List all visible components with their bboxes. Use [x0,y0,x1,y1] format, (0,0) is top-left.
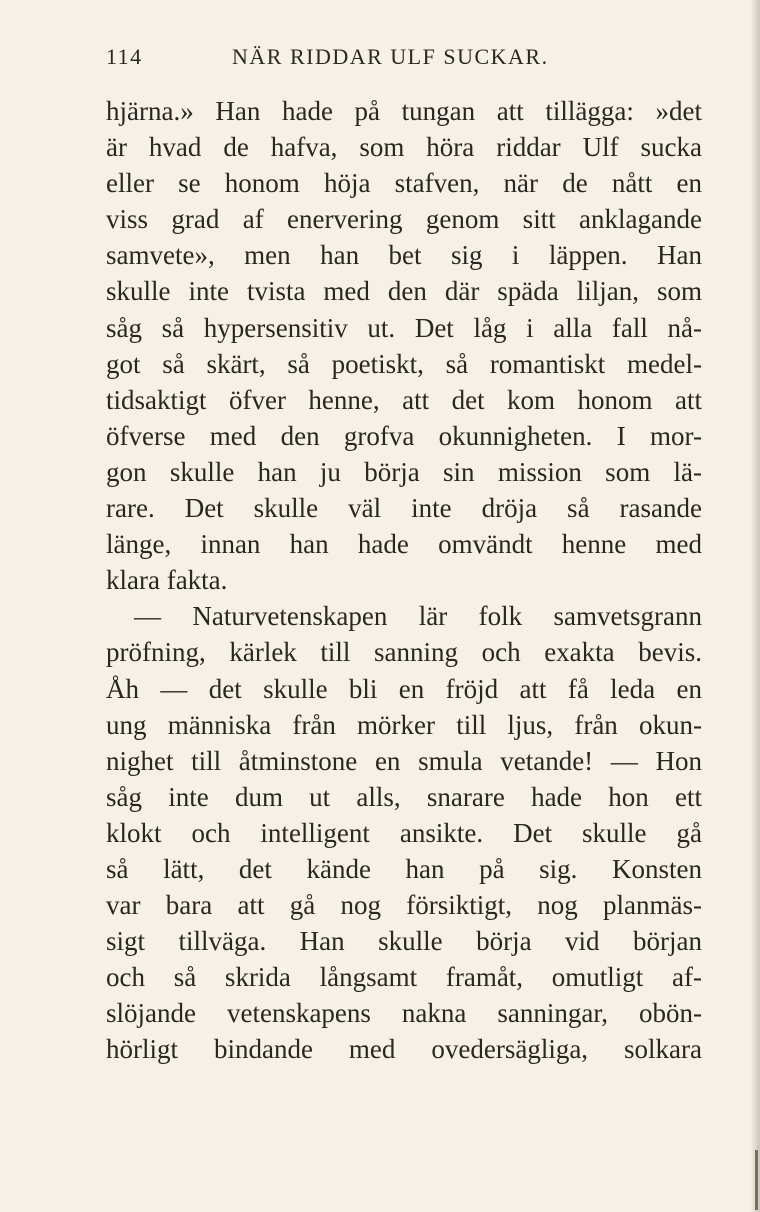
text-line: rare. Det skulle väl inte dröja så rasande [106,493,702,524]
text-line: gon skulle han ju börja sin mission som lä- [106,456,702,487]
text-line: tidsaktigt öfver henne, att det kom honom att [106,384,702,415]
page-header [106,44,702,80]
text-line: öfverse med den grofva okunnigheten. I mor- [106,420,702,451]
text-line: såg inte dum ut alls, snarare hade hon ett [106,781,702,812]
text-line: så lätt, det kände han på sig. Konsten [106,853,702,884]
text-line: nighet till åtminstone en smula vetande! — Hon [106,745,702,776]
text-line: Åh — det skulle bli en fröjd att få leda en [106,673,702,704]
text-line: skulle inte tvista med den där späda liljan, som [106,276,702,307]
text-line: sigt tillväga. Han skulle börja vid början [106,926,702,957]
text-line: är hvad de hafva, som höra riddar Ulf sucka [106,132,702,163]
text-line: samvete», men han bet sig i läppen. Han [106,240,702,271]
text-line: viss grad af enervering genom sitt anklagande [106,204,702,235]
text-line: — Naturvetenskapen lär folk samvetsgrann [134,601,702,632]
text-line: hörligt bindande med ovedersägliga, solkara [106,1034,702,1065]
text-line: och så skrida långsamt framåt, omutligt af- [106,962,702,993]
text-line: eller se honom höja stafven, när de nått en [106,168,702,199]
text-line: klara fakta. [106,565,228,596]
text-line: klokt och intelligent ansikte. Det skulle gå [106,817,702,848]
text-line: länge, innan han hade omvändt henne med [106,529,702,560]
page-edge-shadow [750,0,760,1212]
text-line: slöjande vetenskapens nakna sanningar, obön- [106,998,702,1029]
page-number: 114 [106,44,143,69]
text-line: got så skärt, så poetiskt, så romantiskt medel- [106,348,702,379]
text-line: var bara att gå nog försiktigt, nog planmäs- [106,890,702,921]
page-edge-mark [755,1150,758,1210]
text-line: pröfning, kärlek till sanning och exakta bevis. [106,637,702,668]
running-title: NÄR RIDDAR ULF SUCKAR. [232,44,549,69]
text-line: såg så hypersensitiv ut. Det låg i alla fall nå- [106,312,702,343]
text-line: hjärna.» Han hade på tungan att tillägga: »det [106,96,702,126]
text-line: ung människa från mörker till ljus, från okun- [106,709,702,740]
body-text [106,93,702,1068]
